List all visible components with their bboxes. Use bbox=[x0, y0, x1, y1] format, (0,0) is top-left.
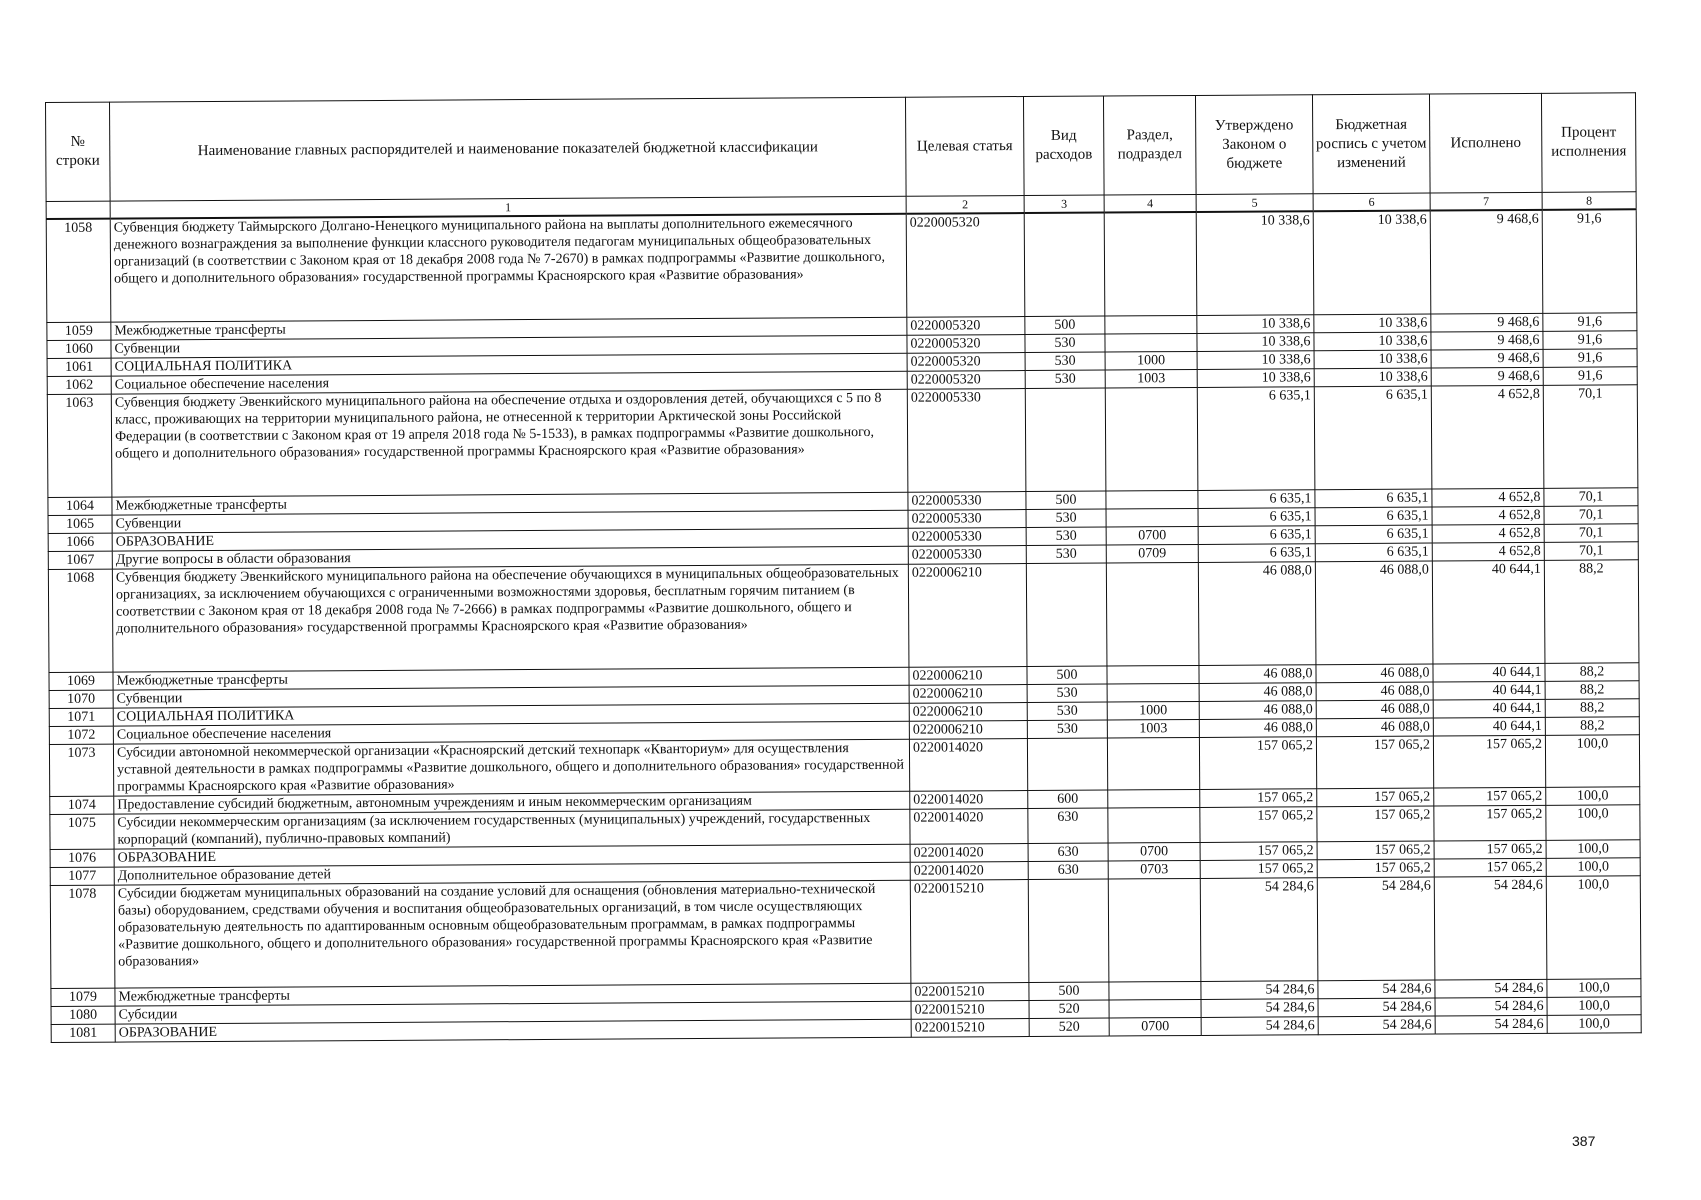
row-approved: 10 338,6 bbox=[1197, 315, 1314, 334]
row-section bbox=[1108, 807, 1200, 843]
row-budget-list: 6 635,1 bbox=[1315, 489, 1432, 508]
row-name: Субвенции bbox=[111, 335, 907, 358]
row-name: Межбюджетные трансферты bbox=[113, 667, 909, 690]
row-name: Субсидии автономной некоммерческой организации «Красноярский детский технопарк «Кванториум» для осуществления уставной деятельности в рамках подпрограммы «Развитие дошкольного, общего и дополнительного образования» государственной программы Красноярского края «Развитие образования» bbox=[113, 739, 909, 796]
row-number: 1069 bbox=[49, 672, 113, 690]
row-number: 1077 bbox=[50, 867, 114, 885]
row-name: Социальное обеспечение населения bbox=[111, 371, 907, 394]
row-executed: 9 468,6 bbox=[1431, 349, 1543, 368]
row-number: 1076 bbox=[50, 849, 114, 867]
row-name: ОБРАЗОВАНИЕ bbox=[114, 844, 910, 867]
column-number: 8 bbox=[1542, 192, 1636, 210]
row-name: Субсидии некоммерческим организациям (за исключением государственных (муниципальных) учреждений, государственных корпораций (компаний), публично-правовых компаний) bbox=[114, 809, 910, 849]
row-budget-list: 46 088,0 bbox=[1316, 664, 1433, 683]
row-target-article: 0220014020 bbox=[910, 809, 1028, 845]
row-section: 1003 bbox=[1107, 719, 1199, 738]
row-budget-list: 6 635,1 bbox=[1315, 525, 1432, 544]
row-budget-list: 54 284,6 bbox=[1318, 980, 1435, 999]
row-budget-list: 46 088,0 bbox=[1316, 700, 1433, 719]
row-approved: 10 338,6 bbox=[1196, 211, 1314, 315]
row-budget-list: 10 338,6 bbox=[1314, 314, 1431, 333]
table-row bbox=[48, 560, 1639, 673]
row-percent: 91,6 bbox=[1542, 209, 1637, 313]
row-target-article: 0220015210 bbox=[910, 880, 1029, 984]
row-target-article: 0220014020 bbox=[910, 862, 1028, 881]
row-section: 0709 bbox=[1106, 544, 1198, 563]
row-section bbox=[1106, 562, 1199, 666]
row-percent: 100,0 bbox=[1547, 979, 1641, 998]
row-approved: 46 088,0 bbox=[1199, 701, 1316, 720]
row-target-article: 0220005320 bbox=[906, 213, 1025, 317]
row-name: Субсидии бюджетам муниципальных образований на создание условий для оснащения (обновления материально-технической базы) оборудованием, средствами обучения и воспитания общеобразовательных организаций, в том числе осуществляющих образовательную деятельность по адаптированным основным общеобразовательным программам, в рамках подпрограммы «Развитие дошкольного, общего и дополнительного образования» государственной программы Красноярского края «Развитие образования» bbox=[114, 880, 911, 988]
row-name: Предоставление субсидий бюджетным, автономным учреждениям и иным некоммерческим организациям bbox=[114, 791, 910, 814]
row-expense-type: 630 bbox=[1028, 861, 1108, 879]
row-name: ОБРАЗОВАНИЕ bbox=[112, 528, 908, 551]
row-target-article: 0220005330 bbox=[908, 528, 1026, 547]
row-approved: 157 065,2 bbox=[1200, 789, 1317, 808]
row-name: Субвенция бюджету Эвенкийского муниципального района на обеспечение отдыха и оздоровления детей, обучающихся с 5 по 8 класс, проживающих на территории муниципального района, не отнесенной к территории Арктической зоны Российской Федерации (в соответствии с Законом края от 19 апреля 2018 года № 5-1533), в рамках подпрограммы «Развитие дошкольного, общего и дополнительного образования» государственной программы Красноярского края «Развитие образования» bbox=[111, 389, 908, 497]
row-approved: 54 284,6 bbox=[1201, 981, 1318, 1000]
header-budget-list: Бюджетная роспись с учетом изменений bbox=[1312, 94, 1430, 194]
row-budget-list: 54 284,6 bbox=[1317, 877, 1435, 981]
row-percent: 100,0 bbox=[1546, 787, 1640, 806]
row-budget-list: 10 338,6 bbox=[1314, 350, 1431, 369]
row-section: 1000 bbox=[1107, 701, 1199, 720]
row-section bbox=[1105, 387, 1198, 491]
row-target-article: 0220005320 bbox=[907, 317, 1025, 336]
row-expense-type: 500 bbox=[1027, 666, 1107, 684]
row-approved: 10 338,6 bbox=[1197, 333, 1314, 352]
row-percent: 91,6 bbox=[1543, 313, 1637, 332]
row-expense-type bbox=[1028, 879, 1109, 982]
row-expense-type: 530 bbox=[1025, 334, 1105, 352]
table-row bbox=[47, 385, 1638, 498]
row-executed: 54 284,6 bbox=[1434, 876, 1547, 980]
header-executed: Исполнено bbox=[1429, 93, 1542, 193]
row-approved: 46 088,0 bbox=[1199, 719, 1316, 738]
row-budget-list: 6 635,1 bbox=[1315, 543, 1432, 562]
row-executed: 9 468,6 bbox=[1430, 210, 1543, 314]
row-target-article: 0220005330 bbox=[908, 510, 1026, 529]
table-body bbox=[46, 209, 1641, 1042]
row-section: 0703 bbox=[1108, 860, 1200, 879]
row-percent: 100,0 bbox=[1546, 858, 1640, 877]
row-section bbox=[1109, 999, 1201, 1018]
row-approved: 6 635,1 bbox=[1198, 544, 1315, 563]
row-target-article: 0220005330 bbox=[908, 492, 1026, 511]
row-name: Субсидии bbox=[115, 1001, 911, 1024]
row-budget-list: 54 284,6 bbox=[1318, 998, 1435, 1017]
row-section bbox=[1107, 683, 1199, 702]
row-budget-list: 10 338,6 bbox=[1314, 332, 1431, 351]
row-number: 1072 bbox=[49, 726, 113, 744]
row-number: 1063 bbox=[47, 394, 112, 497]
row-executed: 54 284,6 bbox=[1435, 997, 1547, 1016]
column-number: 7 bbox=[1430, 192, 1542, 210]
row-executed: 9 468,6 bbox=[1431, 313, 1543, 332]
row-executed: 4 652,8 bbox=[1432, 488, 1544, 507]
row-budget-list: 10 338,6 bbox=[1314, 368, 1431, 387]
row-executed: 157 065,2 bbox=[1434, 858, 1546, 877]
row-budget-list: 6 635,1 bbox=[1314, 386, 1432, 490]
row-number: 1079 bbox=[51, 988, 115, 1006]
header-expense-type: Вид расходов bbox=[1023, 96, 1104, 195]
header-approved: Утверждено Законом о бюджете bbox=[1195, 95, 1313, 195]
row-percent: 100,0 bbox=[1546, 876, 1641, 980]
row-target-article: 0220014020 bbox=[909, 739, 1027, 792]
row-target-article: 0220006210 bbox=[909, 667, 1027, 686]
row-name: Межбюджетные трансферты bbox=[112, 492, 908, 515]
row-number: 1067 bbox=[48, 551, 112, 569]
row-number: 1060 bbox=[47, 340, 111, 358]
row-budget-list: 6 635,1 bbox=[1315, 507, 1432, 526]
row-budget-list: 157 065,2 bbox=[1316, 736, 1433, 789]
row-approved: 54 284,6 bbox=[1200, 878, 1318, 982]
row-target-article: 0220005320 bbox=[907, 335, 1025, 354]
row-number: 1074 bbox=[50, 796, 114, 814]
row-approved: 46 088,0 bbox=[1198, 562, 1316, 666]
row-executed: 40 644,1 bbox=[1433, 681, 1545, 700]
row-budget-list: 54 284,6 bbox=[1318, 1016, 1435, 1035]
row-number: 1065 bbox=[48, 515, 112, 533]
row-number: 1064 bbox=[48, 497, 112, 515]
row-name: Межбюджетные трансферты bbox=[115, 983, 911, 1006]
header-section: Раздел, подраздел bbox=[1103, 95, 1196, 195]
row-executed: 9 468,6 bbox=[1431, 367, 1543, 386]
row-expense-type: 530 bbox=[1025, 352, 1105, 370]
row-expense-type bbox=[1027, 738, 1107, 790]
row-number: 1068 bbox=[48, 569, 113, 672]
row-expense-type: 530 bbox=[1027, 684, 1107, 702]
row-number: 1059 bbox=[47, 322, 111, 340]
row-target-article: 0220014020 bbox=[910, 791, 1028, 810]
row-budget-list: 46 088,0 bbox=[1315, 561, 1433, 665]
row-number: 1080 bbox=[51, 1006, 115, 1024]
row-approved: 157 065,2 bbox=[1200, 807, 1317, 843]
row-target-article: 0220005320 bbox=[907, 371, 1025, 390]
row-section: 0700 bbox=[1109, 1017, 1201, 1036]
header-row-no: № строки bbox=[46, 102, 111, 201]
row-section: 1003 bbox=[1105, 369, 1197, 388]
row-budget-list: 46 088,0 bbox=[1316, 718, 1433, 737]
row-executed: 54 284,6 bbox=[1435, 979, 1547, 998]
row-section bbox=[1107, 737, 1199, 790]
row-expense-type: 500 bbox=[1029, 982, 1109, 1000]
row-number: 1066 bbox=[48, 533, 112, 551]
row-number: 1058 bbox=[46, 219, 111, 323]
row-executed: 40 644,1 bbox=[1433, 717, 1545, 736]
row-number: 1061 bbox=[47, 358, 111, 376]
row-approved: 157 065,2 bbox=[1200, 860, 1317, 879]
column-number: 2 bbox=[906, 196, 1024, 214]
row-target-article: 0220006210 bbox=[909, 721, 1027, 740]
row-approved: 157 065,2 bbox=[1199, 737, 1316, 790]
row-executed: 157 065,2 bbox=[1433, 735, 1545, 788]
table-row bbox=[50, 876, 1641, 989]
row-target-article: 0220015210 bbox=[911, 1001, 1029, 1020]
document-sheet bbox=[45, 92, 1641, 1043]
row-expense-type: 520 bbox=[1029, 1000, 1109, 1018]
row-expense-type: 520 bbox=[1029, 1018, 1109, 1036]
row-name: СОЦИАЛЬНАЯ ПОЛИТИКА bbox=[111, 353, 907, 376]
row-percent: 88,2 bbox=[1544, 560, 1639, 664]
row-section: 0700 bbox=[1108, 842, 1200, 861]
row-section bbox=[1105, 333, 1197, 352]
row-expense-type: 530 bbox=[1027, 702, 1107, 720]
row-number: 1073 bbox=[49, 744, 113, 796]
row-name: Дополнительное образование детей bbox=[114, 862, 910, 885]
row-target-article: 0220005330 bbox=[907, 389, 1026, 493]
page-number: 387 bbox=[1572, 1133, 1596, 1149]
row-percent: 88,2 bbox=[1545, 717, 1639, 736]
row-section bbox=[1108, 878, 1201, 982]
row-executed: 4 652,8 bbox=[1432, 524, 1544, 543]
row-budget-list: 157 065,2 bbox=[1317, 841, 1434, 860]
row-target-article: 0220006210 bbox=[908, 564, 1027, 668]
row-budget-list: 10 338,6 bbox=[1313, 211, 1431, 315]
budget-table bbox=[45, 92, 1642, 1043]
row-expense-type: 530 bbox=[1026, 545, 1106, 563]
header-percent: Процент исполнения bbox=[1541, 93, 1636, 193]
column-number: 4 bbox=[1104, 194, 1196, 212]
header-target: Целевая статья bbox=[905, 97, 1024, 197]
row-name: Субвенция бюджету Таймырского Долгано-Ненецкого муниципального района на выплаты дополнительного ежемесячного денежного вознаграждения за выполнение функции классного руководителя педагогам муниципальных общеобразовательных организаций (в соответствии с Законом края от 18 декабря 2008 года № 7-2670) в рамках подпрограммы «Развитие дошкольного, общего и дополнительного образования» государственной программы Красноярского края «Развитие образования» bbox=[110, 214, 907, 322]
row-approved: 54 284,6 bbox=[1201, 1017, 1318, 1036]
row-target-article: 0220015210 bbox=[911, 983, 1029, 1002]
row-expense-type: 530 bbox=[1025, 370, 1105, 388]
row-number: 1081 bbox=[51, 1024, 115, 1042]
row-percent: 70,1 bbox=[1543, 385, 1638, 489]
row-executed: 54 284,6 bbox=[1435, 1015, 1547, 1034]
row-section: 0700 bbox=[1106, 526, 1198, 545]
row-executed: 4 652,8 bbox=[1431, 385, 1544, 489]
row-percent: 100,0 bbox=[1547, 997, 1641, 1016]
row-section bbox=[1105, 315, 1197, 334]
row-section: 1000 bbox=[1105, 351, 1197, 370]
row-section bbox=[1109, 981, 1201, 1000]
row-name: Другие вопросы в области образования bbox=[112, 546, 908, 569]
row-section bbox=[1107, 665, 1199, 684]
column-number: 5 bbox=[1196, 194, 1313, 212]
row-percent: 88,2 bbox=[1545, 699, 1639, 718]
row-percent: 88,2 bbox=[1545, 681, 1639, 700]
row-percent: 91,6 bbox=[1543, 349, 1637, 368]
column-number: 6 bbox=[1313, 193, 1430, 211]
row-name: Межбюджетные трансферты bbox=[111, 317, 907, 340]
row-target-article: 0220006210 bbox=[909, 703, 1027, 722]
row-section bbox=[1104, 212, 1197, 316]
row-percent: 70,1 bbox=[1544, 542, 1638, 561]
row-approved: 10 338,6 bbox=[1197, 351, 1314, 370]
row-expense-type bbox=[1024, 213, 1105, 317]
row-expense-type: 530 bbox=[1026, 509, 1106, 527]
row-budget-list: 157 065,2 bbox=[1317, 788, 1434, 807]
row-percent: 100,0 bbox=[1546, 805, 1640, 841]
row-expense-type bbox=[1025, 388, 1106, 491]
row-executed: 4 652,8 bbox=[1432, 542, 1544, 561]
row-number: 1078 bbox=[50, 885, 115, 988]
header-row bbox=[46, 93, 1637, 202]
row-budget-list: 157 065,2 bbox=[1317, 859, 1434, 878]
row-percent: 70,1 bbox=[1544, 524, 1638, 543]
header-name: Наименование главных распорядителей и наименование показателей бюджетной классификации bbox=[110, 97, 907, 201]
column-number bbox=[46, 201, 110, 219]
row-approved: 46 088,0 bbox=[1199, 683, 1316, 702]
row-budget-list: 157 065,2 bbox=[1317, 806, 1434, 842]
row-name: Субвенция бюджету Эвенкийского муниципального района на обеспечение обучающихся в муниципальных общеобразовательных организациях, за исключением обучающихся с ограниченными возможностями здоровья, бесплатным горячим питанием (в соответствии с Законом края от 18 декабря 2008 года № 7-2666) в рамках подпрограммы «Развитие дошкольного, общего и дополнительного образования» государственной программы Красноярского края «Развитие образования» bbox=[112, 564, 909, 672]
row-target-article: 0220006210 bbox=[909, 685, 1027, 704]
row-expense-type: 530 bbox=[1027, 720, 1107, 738]
row-approved: 6 635,1 bbox=[1197, 387, 1315, 491]
row-section bbox=[1106, 508, 1198, 527]
row-expense-type: 630 bbox=[1028, 808, 1108, 843]
row-target-article: 0220005330 bbox=[908, 546, 1026, 565]
row-number: 1071 bbox=[49, 708, 113, 726]
row-percent: 100,0 bbox=[1547, 1015, 1641, 1034]
row-number: 1062 bbox=[47, 376, 111, 394]
row-percent: 100,0 bbox=[1545, 735, 1639, 788]
row-percent: 70,1 bbox=[1544, 506, 1638, 525]
row-number: 1070 bbox=[49, 690, 113, 708]
row-executed: 40 644,1 bbox=[1432, 560, 1545, 664]
row-percent: 70,1 bbox=[1544, 488, 1638, 507]
row-expense-type: 500 bbox=[1025, 316, 1105, 334]
row-expense-type: 500 bbox=[1026, 491, 1106, 509]
row-executed: 40 644,1 bbox=[1433, 699, 1545, 718]
row-name: Социальное обеспечение населения bbox=[113, 721, 909, 744]
row-executed: 157 065,2 bbox=[1434, 805, 1546, 841]
row-executed: 157 065,2 bbox=[1434, 840, 1546, 859]
row-number: 1075 bbox=[50, 814, 114, 849]
row-section bbox=[1108, 789, 1200, 808]
row-target-article: 0220005320 bbox=[907, 353, 1025, 372]
row-expense-type: 630 bbox=[1028, 843, 1108, 861]
column-number: 3 bbox=[1024, 195, 1104, 213]
row-percent: 91,6 bbox=[1543, 331, 1637, 350]
row-percent: 88,2 bbox=[1545, 663, 1639, 682]
row-executed: 40 644,1 bbox=[1433, 663, 1545, 682]
row-expense-type: 600 bbox=[1028, 790, 1108, 808]
table-row bbox=[46, 209, 1637, 322]
row-name: Субвенции bbox=[113, 685, 909, 708]
row-executed: 9 468,6 bbox=[1431, 331, 1543, 350]
column-number: 1 bbox=[110, 196, 906, 218]
row-target-article: 0220014020 bbox=[910, 844, 1028, 863]
row-name: ОБРАЗОВАНИЕ bbox=[115, 1019, 911, 1042]
row-approved: 6 635,1 bbox=[1198, 490, 1315, 509]
row-approved: 6 635,1 bbox=[1198, 508, 1315, 527]
row-approved: 157 065,2 bbox=[1200, 842, 1317, 861]
row-percent: 91,6 bbox=[1543, 367, 1637, 386]
row-approved: 10 338,6 bbox=[1197, 369, 1314, 388]
row-name: Субвенции bbox=[112, 510, 908, 533]
row-expense-type bbox=[1026, 563, 1107, 666]
row-target-article: 0220015210 bbox=[911, 1019, 1029, 1038]
row-approved: 6 635,1 bbox=[1198, 526, 1315, 545]
row-executed: 157 065,2 bbox=[1434, 787, 1546, 806]
row-section bbox=[1106, 490, 1198, 509]
row-approved: 46 088,0 bbox=[1199, 665, 1316, 684]
row-budget-list: 46 088,0 bbox=[1316, 682, 1433, 701]
row-approved: 54 284,6 bbox=[1201, 999, 1318, 1018]
row-executed: 4 652,8 bbox=[1432, 506, 1544, 525]
row-name: СОЦИАЛЬНАЯ ПОЛИТИКА bbox=[113, 703, 909, 726]
table-row bbox=[49, 735, 1639, 797]
row-percent: 100,0 bbox=[1546, 840, 1640, 859]
row-expense-type: 530 bbox=[1026, 527, 1106, 545]
